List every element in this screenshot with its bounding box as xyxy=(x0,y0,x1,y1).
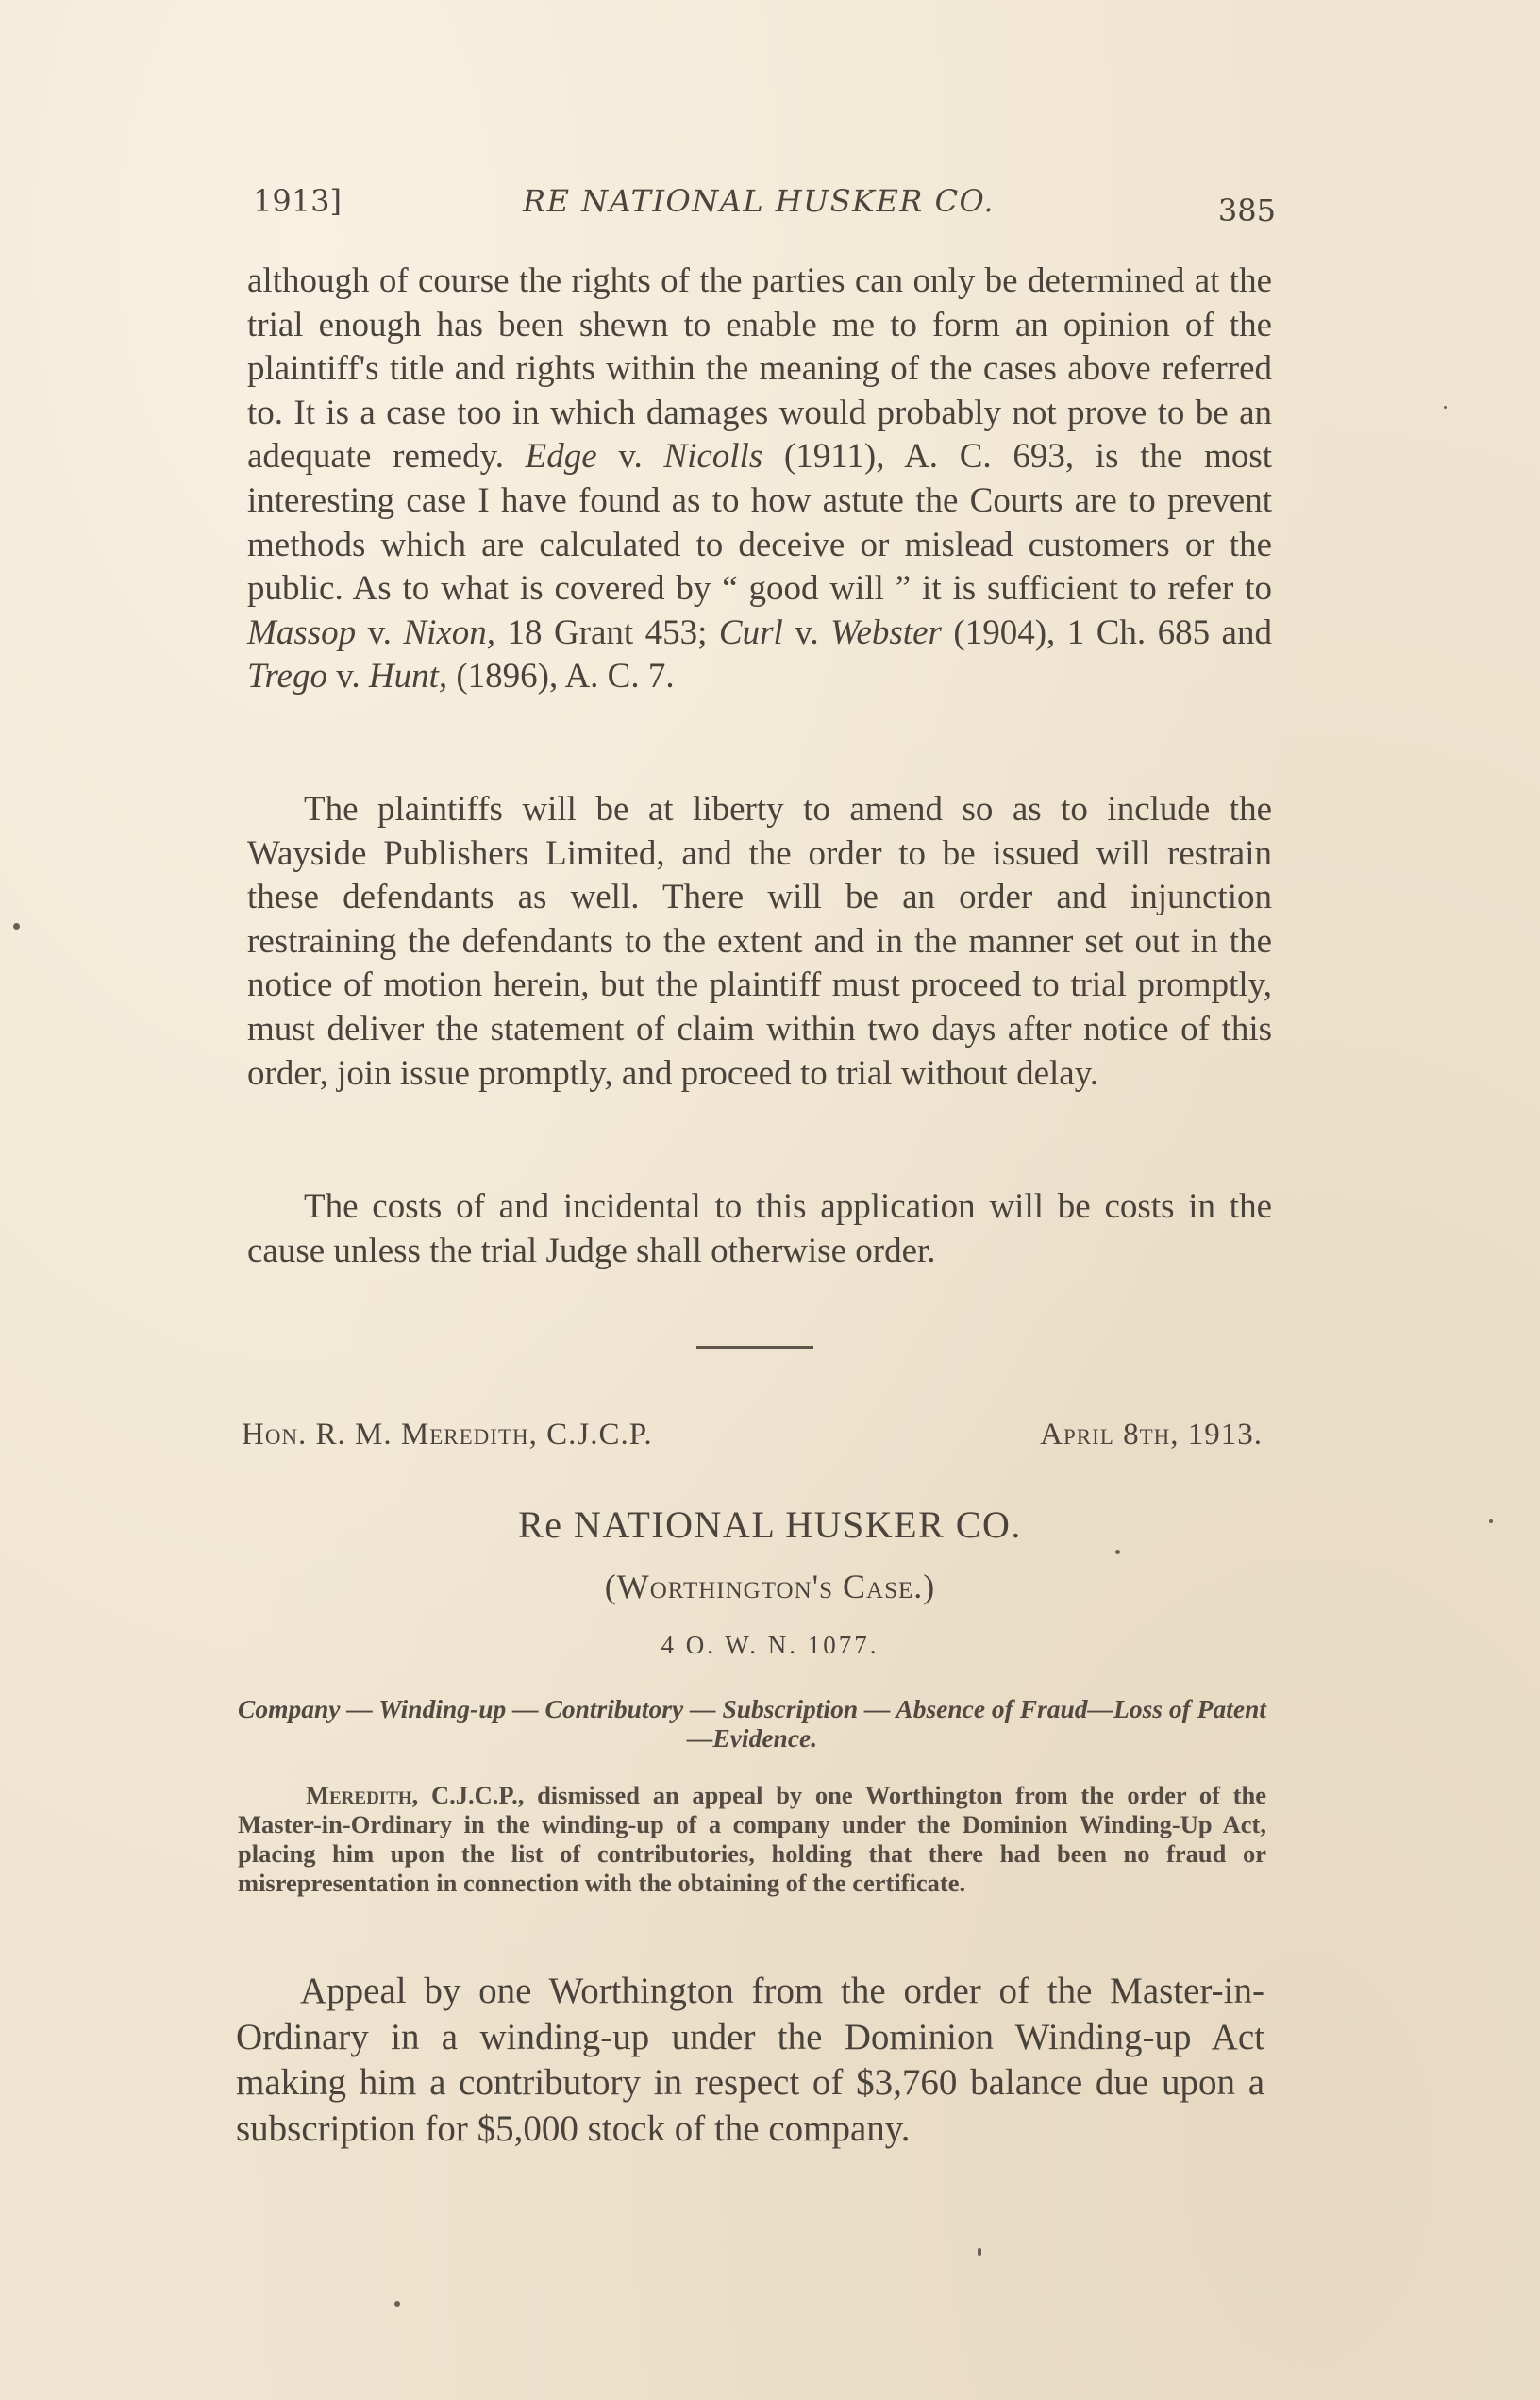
appeal-paragraph xyxy=(236,1969,1264,2152)
paper-speck xyxy=(1115,1550,1120,1554)
body-paragraph-3 xyxy=(247,1185,1272,1273)
p1-versus-2: v. xyxy=(356,613,404,652)
p1-text: although of course the rights of the parties can only be determined at the trial enough has been shewn to enable me to form an opinion of the plaintiff's title and rights within the meaning of the cases above referred to. It is a case too in which damages would probably not prove to be an adequate remedy. xyxy=(247,261,1272,477)
p1-text-cont-1: (1911), A. C. 693, is the most interesting case I have found as to how astute the Courts are to prevent methods which are calculated to deceive or mislead customers or the public. As to what is covered by “ good will ” it is sufficient to refer to xyxy=(247,437,1272,609)
paper-speck xyxy=(1489,1519,1493,1523)
case-name-nixon: Nixon, xyxy=(403,613,496,652)
case-subtitle: (Worthington's Case.) xyxy=(604,1568,936,1605)
paper-speck xyxy=(13,923,20,930)
headnote-lead: Meredith, C.J.C.P., xyxy=(306,1781,525,1809)
p1-text-cont-4: (1896), A. C. 7. xyxy=(447,657,675,697)
appeal-text: Appeal by one Worthington from the order of the Master-in-Ordinary in a winding-up under the Dominion Winding-up Act making him a contributory in respect of $3,760 balance due upon a subscription for $5,000 stock of the company. xyxy=(236,1971,1264,2149)
p1-versus-4: v. xyxy=(326,657,369,697)
body-paragraph-1 xyxy=(247,260,1272,699)
case-name-hunt: Hunt, xyxy=(368,657,448,697)
case-title: Re NATIONAL HUSKER CO. xyxy=(518,1503,1022,1546)
header-year: 1913] xyxy=(253,183,342,219)
case-name-nicolls: Nicolls xyxy=(663,437,763,477)
p1-text-cont-2: 18 Grant 453; xyxy=(495,613,719,652)
case-name-massop: Massop xyxy=(247,613,357,652)
p2-text: The plaintiffs will be at liberty to amend so as to include the Wayside Publishers Limited, and the order to be issued will restrain these defendants as well. There will be an order and injunction restraining the defendants to the extent and in the manner set out in the notice of motion herein, but the plaintiff must proceed to trial promptly, must deliver the statement of claim within two days after notice of this order, join issue promptly, and proceed to trial without delay. xyxy=(247,790,1272,1093)
body-paragraph-2 xyxy=(247,788,1272,1096)
p1-versus-1: v. xyxy=(596,437,664,477)
case-name-edge: Edge xyxy=(525,437,597,477)
headnote xyxy=(238,1781,1266,1898)
p1-versus-3: v. xyxy=(782,613,831,652)
case-name-trego: Trego xyxy=(247,657,327,697)
case-citation: 4 O. W. N. 1077. xyxy=(661,1631,879,1659)
header-running-title: RE NATIONAL HUSKER CO. xyxy=(523,183,996,219)
headnote-text: dismissed an appeal by one Worthington from the order of the Master-in-Ordinary in the winding-up of a company under the Dominion Winding-Up Act, placing him upon the list of contributories, holding that there had been no fraud or misrepresentation in connection with the obtaining of the certificate. xyxy=(238,1781,1266,1897)
case-name-curl: Curl xyxy=(718,613,783,652)
headnote-keywords: Company — Winding-up — Contributory — Subscription — Absence of Fraud—Loss of Patent—Evidence. xyxy=(238,1694,1266,1753)
paper-speck xyxy=(1444,406,1447,409)
section-divider xyxy=(696,1346,813,1349)
case-judge: Hon. R. M. Meredith, C.J.C.P. xyxy=(242,1418,653,1452)
case-name-webster: Webster xyxy=(830,613,942,652)
p1-text-cont-3: (1904), 1 Ch. 685 and xyxy=(941,613,1272,652)
paper-speck xyxy=(394,2301,400,2307)
p3-text: The costs of and incidental to this application will be costs in the cause unless the trial Judge shall otherwise order. xyxy=(247,1187,1272,1270)
paper-speck xyxy=(978,2248,981,2256)
case-date: April 8th, 1913. xyxy=(1040,1418,1263,1452)
running-header xyxy=(253,179,1276,227)
page-number: 385 xyxy=(1217,193,1276,228)
